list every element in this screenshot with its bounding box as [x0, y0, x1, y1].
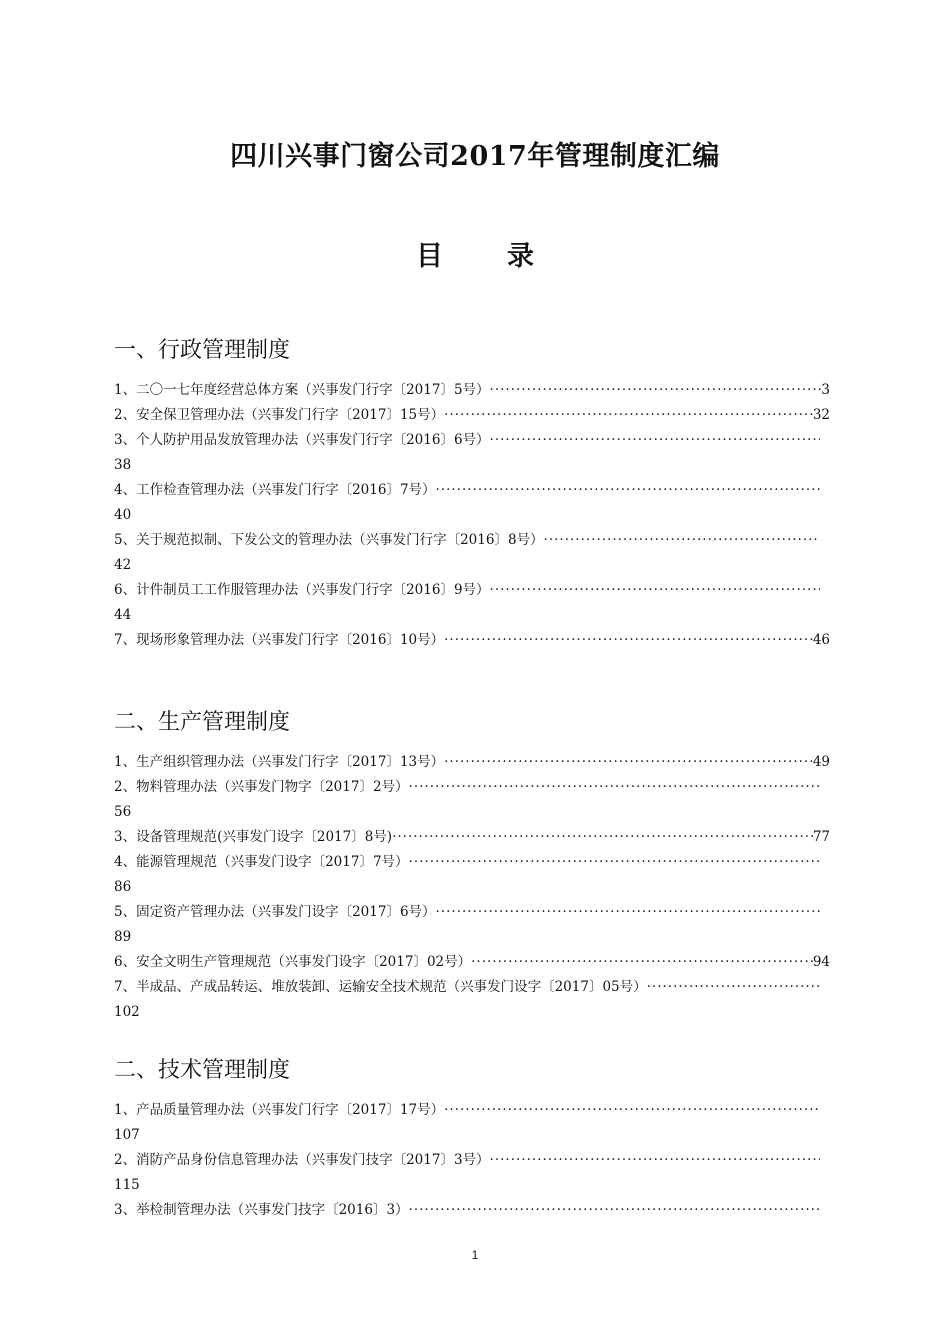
section-title: 二、技术管理制度	[114, 1058, 291, 1083]
toc-entry-page: 32	[812, 407, 830, 423]
dot-leader	[444, 1098, 820, 1123]
toc-entry-title: 7、半成品、产成品转运、堆放装卸、运输安全技术规范（兴事发门设字〔2017〕05号）	[114, 979, 647, 995]
toc-entry[interactable]	[114, 428, 830, 478]
toc-entry[interactable]	[114, 403, 830, 428]
toc-entry[interactable]	[114, 1148, 830, 1198]
dot-leader	[544, 528, 820, 553]
toc-entry-title: 4、工作检查管理办法（兴事发门行字〔2016〕7号）	[114, 482, 436, 498]
toc-heading-right: 录	[507, 241, 534, 272]
dot-leader	[490, 578, 820, 603]
section-title: 一、行政管理制度	[114, 338, 291, 363]
dot-leader	[490, 378, 822, 403]
toc-entry-page: 115	[114, 1177, 140, 1193]
toc-entry[interactable]	[114, 528, 830, 578]
toc-entry-title: 3、举检制管理办法（兴事发门技字〔2016〕3）	[114, 1202, 409, 1218]
section-production	[114, 708, 830, 1025]
toc-entry-title: 3、个人防护用品发放管理办法（兴事发门行字〔2016〕6号）	[114, 432, 490, 448]
document-title: 四川兴事门窗公司2017年管理制度汇编	[230, 141, 720, 172]
dot-leader	[409, 1198, 820, 1223]
toc-entry[interactable]	[114, 950, 830, 975]
toc-entry[interactable]	[114, 1198, 830, 1248]
dot-leader	[647, 975, 820, 1000]
toc-entry-page: 46	[812, 632, 830, 648]
toc-entry[interactable]	[114, 825, 830, 850]
toc-entry-page: 56	[114, 804, 132, 820]
toc-entry[interactable]	[114, 478, 830, 528]
toc-entry-title: 2、物料管理办法（兴事发门物字〔2017〕2号）	[114, 779, 409, 795]
dot-leader	[444, 403, 813, 428]
dot-leader	[436, 900, 820, 925]
toc-entry-page: 94	[812, 954, 830, 970]
toc-heading	[0, 234, 950, 273]
dot-leader	[471, 950, 813, 975]
toc-entry-page: 3	[821, 382, 830, 398]
toc-entry-page: 107	[114, 1127, 140, 1143]
toc-entry-page: 49	[812, 754, 830, 770]
toc-entry-title: 7、现场形象管理办法（兴事发门行字〔2016〕10号）	[114, 632, 445, 648]
toc-entry-title: 1、生产组织管理办法（兴事发门行字〔2017〕13号）	[114, 754, 445, 770]
toc-entry-page: 86	[114, 879, 132, 895]
toc-entry-title: 6、安全文明生产管理规范（兴事发门设字〔2017〕02号）	[114, 954, 472, 970]
toc-entry-title: 1、产品质量管理办法（兴事发门行字〔2017〕17号）	[114, 1102, 445, 1118]
toc-entry[interactable]	[114, 1098, 830, 1148]
toc-entry-page: 77	[812, 829, 830, 845]
toc-entry[interactable]	[114, 975, 830, 1025]
toc-entry-title: 5、固定资产管理办法（兴事发门设字〔2017〕6号）	[114, 904, 436, 920]
toc-entry[interactable]	[114, 750, 830, 775]
toc-entry-page: 40	[114, 507, 132, 523]
toc-entry[interactable]	[114, 628, 830, 653]
toc-entry-title: 4、能源管理规范（兴事发门设字〔2017〕7号）	[114, 854, 409, 870]
toc-entry-page: 89	[114, 929, 132, 945]
toc-entry[interactable]	[114, 578, 830, 628]
toc-heading-left: 目	[416, 241, 443, 272]
toc-entry-page: 42	[114, 557, 132, 573]
toc-entry-title: 1、二〇一七年度经营总体方案（兴事发门行字〔2017〕5号）	[114, 382, 490, 398]
toc-entry-title: 3、设备管理规范(兴事发门设字〔2017〕8号)	[114, 829, 393, 845]
section-technical	[114, 1056, 830, 1248]
toc-entry[interactable]	[114, 900, 830, 950]
dot-leader	[490, 1148, 820, 1173]
dot-leader	[436, 478, 820, 503]
toc-entry-title: 6、计件制员工工作服管理办法（兴事发门行字〔2016〕9号）	[114, 582, 490, 598]
toc-entry-page: 38	[114, 457, 132, 473]
section-title: 二、生产管理制度	[114, 710, 291, 735]
dot-leader	[444, 750, 813, 775]
toc-entry[interactable]	[114, 378, 830, 403]
toc-entry-page: 44	[114, 607, 132, 623]
section-administrative	[114, 336, 830, 653]
toc-entry[interactable]	[114, 850, 830, 900]
toc-entry-title: 2、安全保卫管理办法（兴事发门行字〔2017〕15号）	[114, 407, 445, 423]
dot-leader	[409, 775, 820, 800]
toc-entry-page: 102	[114, 1004, 140, 1020]
dot-leader	[392, 825, 813, 850]
dot-leader	[490, 428, 820, 453]
dot-leader	[409, 850, 820, 875]
dot-leader	[444, 628, 813, 653]
page-number: 1	[471, 1248, 479, 1262]
toc-entry[interactable]	[114, 775, 830, 825]
toc-entry-title: 2、消防产品身份信息管理办法（兴事发门技字〔2017〕3号）	[114, 1152, 490, 1168]
toc-entry-title: 5、关于规范拟制、下发公文的管理办法（兴事发门行字〔2016〕8号）	[114, 532, 544, 548]
